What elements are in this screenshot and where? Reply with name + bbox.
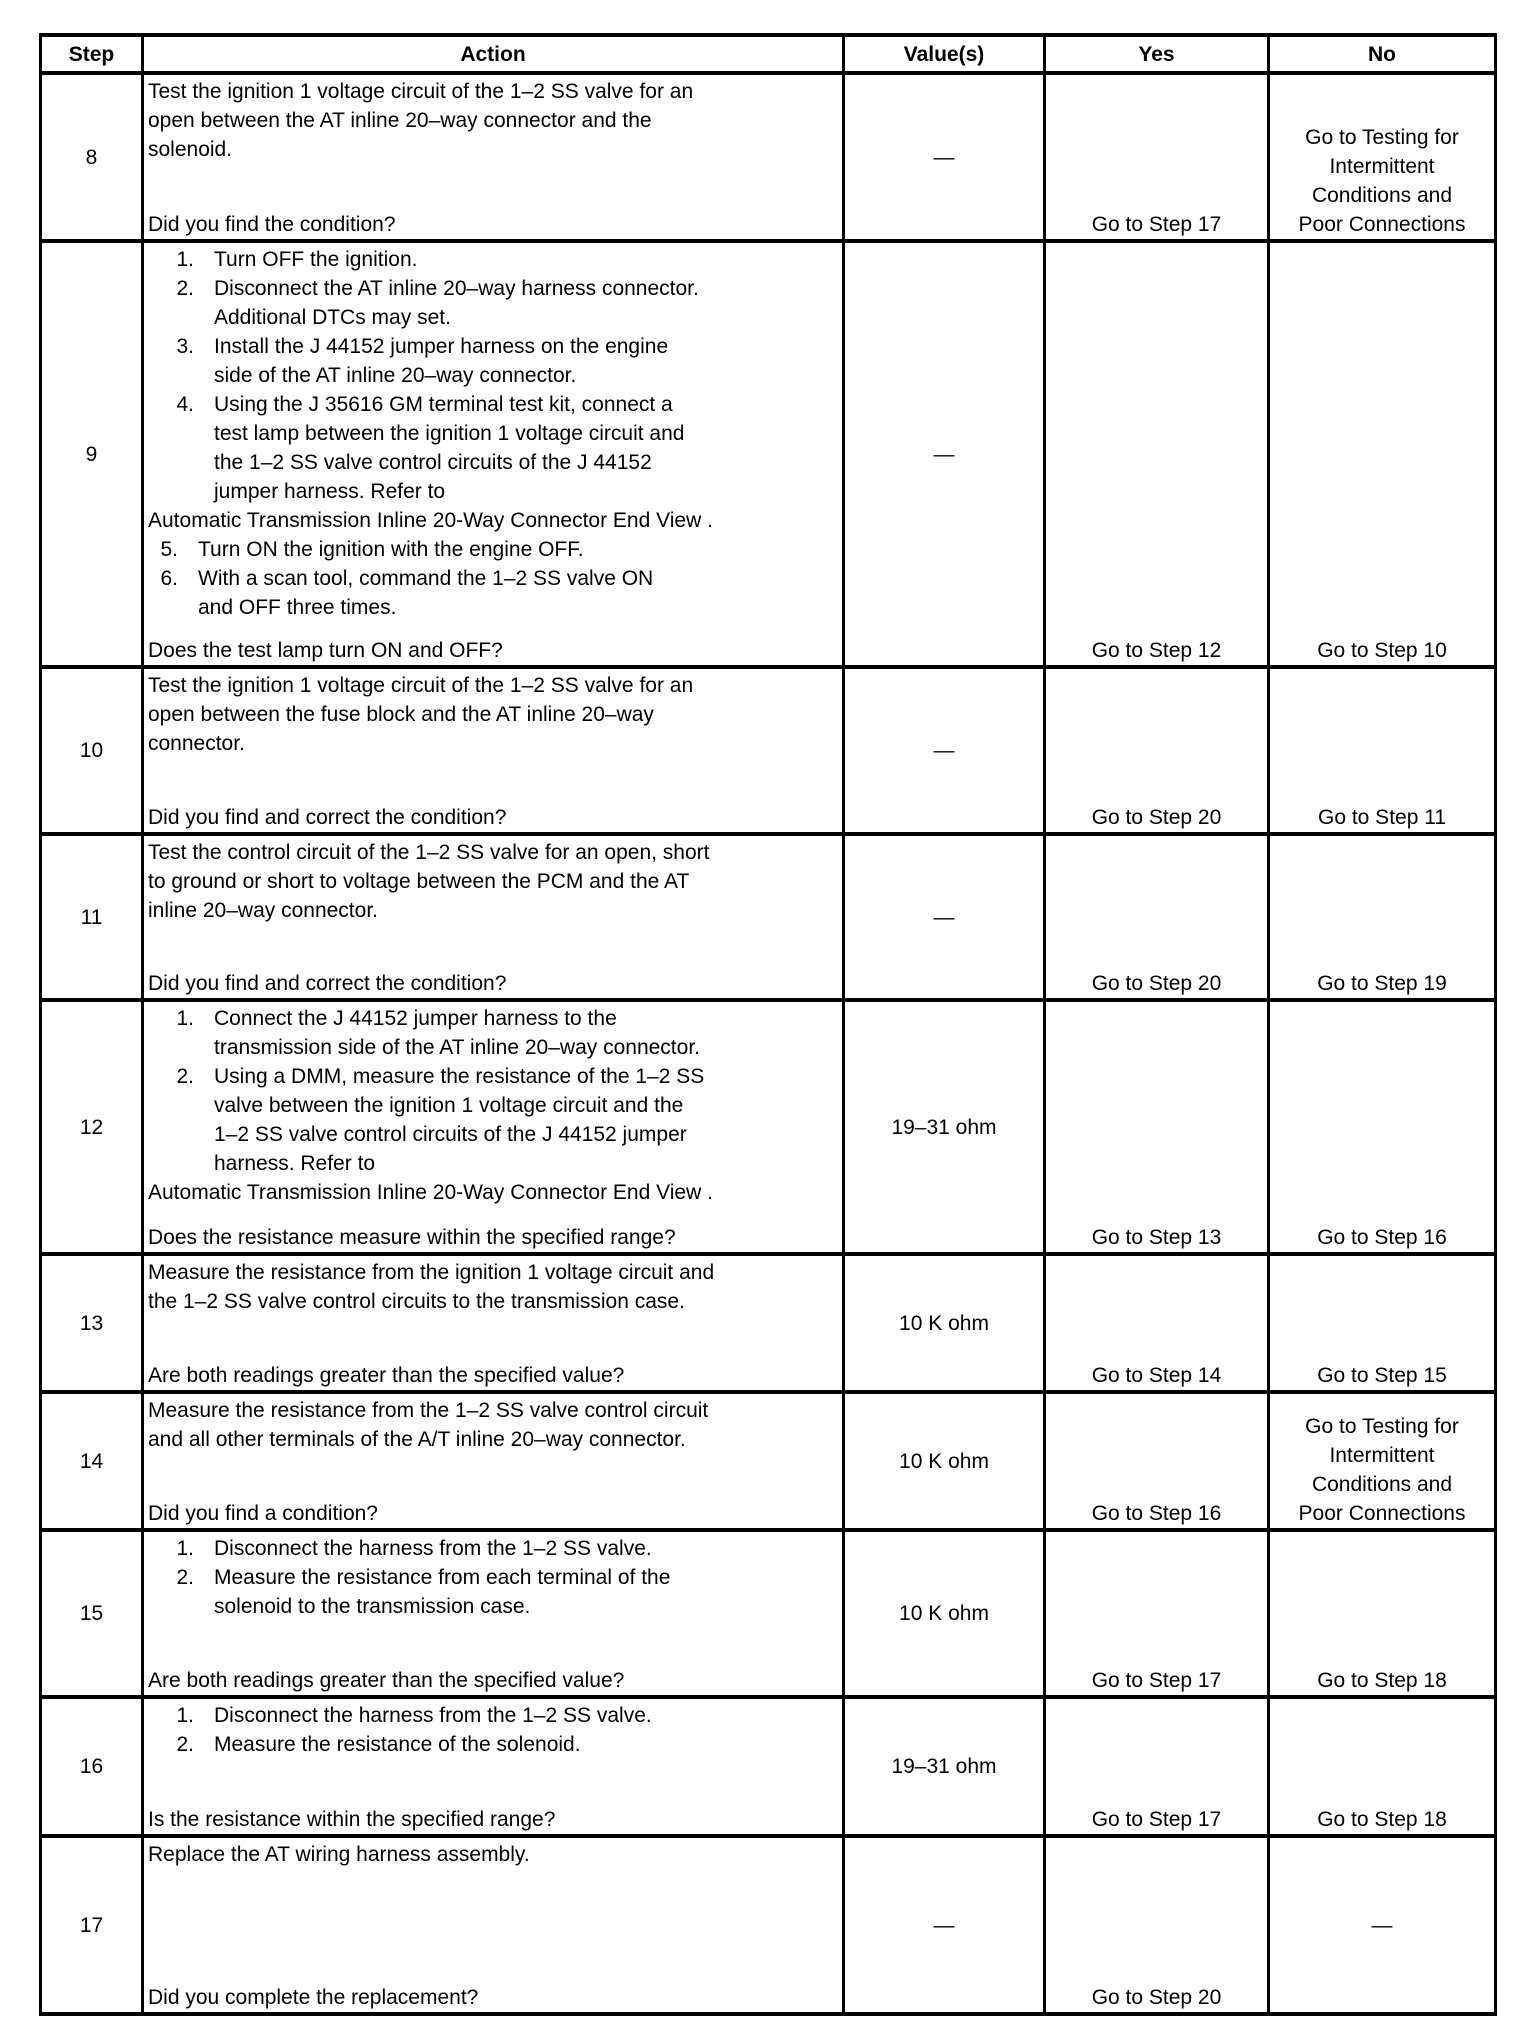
action-text-line: solenoid. bbox=[148, 138, 233, 161]
list-text: jumper harness. Refer to bbox=[214, 480, 446, 503]
action-content bbox=[144, 1699, 842, 1834]
list-text: the 1–2 SS valve control circuits of the J 44152 bbox=[214, 451, 652, 474]
action-question: Did you find and correct the condition? bbox=[148, 972, 507, 995]
yes-cell bbox=[1045, 834, 1269, 1000]
table-row bbox=[41, 1000, 1496, 1254]
action-text-line: inline 20–way connector. bbox=[148, 899, 378, 922]
list-text: Using the J 35616 GM terminal test kit, connect a bbox=[214, 393, 673, 416]
no-result bbox=[1270, 1532, 1494, 1695]
step-number: 14 bbox=[41, 1392, 143, 1530]
no-result bbox=[1270, 1699, 1494, 1834]
list-number: 1. bbox=[176, 1537, 194, 1560]
list-number bbox=[148, 361, 214, 390]
action-content bbox=[144, 836, 842, 998]
list-number bbox=[148, 1149, 214, 1178]
yes-goto-link[interactable]: Go to Step 12 bbox=[1091, 639, 1222, 662]
list-text: and OFF three times. bbox=[198, 596, 397, 619]
action-cell bbox=[143, 1530, 844, 1697]
list-number: 2. bbox=[176, 1566, 194, 1589]
value-cell: 19–31 ohm bbox=[844, 1697, 1045, 1836]
action-list-item bbox=[148, 1149, 838, 1178]
list-text: test lamp between the ignition 1 voltage circuit and bbox=[214, 422, 685, 445]
list-number bbox=[148, 1120, 214, 1149]
no-cell bbox=[1269, 1254, 1496, 1392]
no-cell bbox=[1269, 1530, 1496, 1697]
no-cell bbox=[1269, 1392, 1496, 1530]
no-result bbox=[1270, 1002, 1494, 1252]
no-goto-link[interactable]: Go to Step 11 bbox=[1317, 806, 1447, 829]
yes-cell bbox=[1045, 73, 1269, 241]
reference-link[interactable]: Automatic Transmission Inline 20-Way Connector End View . bbox=[148, 1181, 713, 1204]
table-row bbox=[41, 1836, 1496, 2014]
table-row bbox=[41, 1254, 1496, 1392]
list-number bbox=[148, 477, 214, 506]
action-list-item bbox=[148, 564, 838, 593]
step-number: 9 bbox=[41, 241, 143, 667]
no-result bbox=[1270, 1394, 1494, 1528]
action-question: Does the test lamp turn ON and OFF? bbox=[148, 639, 503, 662]
table-row bbox=[41, 241, 1496, 667]
no-result bbox=[1270, 669, 1494, 832]
yes-result bbox=[1046, 1532, 1267, 1695]
action-text-line: open between the AT inline 20–way connector and the bbox=[148, 109, 652, 132]
list-number: 2. bbox=[176, 1065, 194, 1088]
action-content bbox=[144, 75, 842, 239]
yes-result bbox=[1046, 836, 1267, 998]
list-number: 1. bbox=[176, 1007, 194, 1030]
step-number: 17 bbox=[41, 1836, 143, 2014]
action-list-item bbox=[148, 535, 838, 564]
action-text-line: connector. bbox=[148, 732, 245, 755]
action-list-item bbox=[148, 1701, 838, 1730]
table-row bbox=[41, 1697, 1496, 1836]
table-row bbox=[41, 1530, 1496, 1697]
list-number: 6. bbox=[160, 567, 178, 590]
list-number bbox=[148, 419, 214, 448]
action-cell bbox=[143, 1697, 844, 1836]
yes-goto-link[interactable]: Go to Step 16 bbox=[1091, 1502, 1222, 1525]
list-number bbox=[148, 448, 214, 477]
yes-cell bbox=[1045, 241, 1269, 667]
action-text-line: Test the control circuit of the 1–2 SS valve for an open, short bbox=[148, 841, 710, 864]
action-list-item bbox=[148, 448, 838, 477]
list-number: 3. bbox=[176, 335, 194, 358]
no-cell bbox=[1269, 834, 1496, 1000]
action-question: Are both readings greater than the specified value? bbox=[148, 1669, 625, 1692]
action-list-item bbox=[148, 274, 838, 303]
list-text: Turn OFF the ignition. bbox=[214, 248, 418, 271]
list-number bbox=[148, 303, 214, 332]
yes-result bbox=[1046, 1002, 1267, 1252]
no-goto-link[interactable]: Go to Testing for bbox=[1305, 1415, 1459, 1438]
no-result bbox=[1270, 75, 1494, 239]
value-cell: 10 K ohm bbox=[844, 1392, 1045, 1530]
yes-result bbox=[1046, 669, 1267, 832]
no-text: Poor Connections bbox=[1298, 1502, 1466, 1525]
value-cell: — bbox=[844, 73, 1045, 241]
step-number: 15 bbox=[41, 1530, 143, 1697]
list-number bbox=[148, 593, 198, 622]
action-instructions bbox=[148, 77, 838, 164]
no-goto-link[interactable]: Go to Step 18 bbox=[1317, 1808, 1447, 1831]
list-text: Install the J 44152 jumper harness on the engine bbox=[214, 335, 669, 358]
action-text-line: Measure the resistance from the ignition 1 voltage circuit and bbox=[148, 1261, 715, 1284]
yes-result bbox=[1046, 243, 1267, 665]
no-result bbox=[1270, 1256, 1494, 1390]
action-question: Did you complete the replacement? bbox=[148, 1986, 479, 2009]
action-list-item bbox=[148, 1120, 838, 1149]
action-list-item bbox=[148, 1004, 838, 1033]
list-text: solenoid to the transmission case. bbox=[214, 1595, 531, 1618]
no-text: Conditions and bbox=[1311, 184, 1453, 207]
yes-goto-link[interactable]: Go to Step 17 bbox=[1091, 1808, 1222, 1831]
no-goto-link[interactable]: Go to Step 16 bbox=[1317, 1226, 1447, 1249]
action-list-item bbox=[148, 477, 838, 506]
header-row bbox=[41, 35, 1496, 73]
action-list-item bbox=[148, 419, 838, 448]
list-number bbox=[148, 1033, 214, 1062]
list-text: Using a DMM, measure the resistance of the 1–2 SS bbox=[214, 1065, 705, 1088]
no-cell bbox=[1269, 667, 1496, 834]
yes-goto-link[interactable]: Go to Step 20 bbox=[1091, 1986, 1222, 2009]
action-text-line: Replace the AT wiring harness assembly. bbox=[148, 1843, 530, 1866]
step-number: 10 bbox=[41, 667, 143, 834]
action-list-item bbox=[148, 303, 838, 332]
yes-goto-link[interactable]: Go to Step 13 bbox=[1091, 1226, 1222, 1249]
action-list-item bbox=[148, 593, 838, 622]
value-cell: — bbox=[844, 667, 1045, 834]
list-text: With a scan tool, command the 1–2 SS valve ON bbox=[198, 567, 654, 590]
no-goto-link[interactable]: Go to Step 15 bbox=[1317, 1364, 1447, 1387]
header-action: Action bbox=[143, 35, 844, 73]
action-list-item bbox=[148, 361, 838, 390]
action-content bbox=[144, 1532, 842, 1695]
list-text: Measure the resistance from each terminal of the bbox=[214, 1566, 671, 1589]
list-number: 1. bbox=[176, 248, 194, 271]
list-text: Additional DTCs may set. bbox=[214, 306, 451, 329]
value-cell: — bbox=[844, 241, 1045, 667]
value-cell: 10 K ohm bbox=[844, 1254, 1045, 1392]
value-cell: 19–31 ohm bbox=[844, 1000, 1045, 1254]
value-cell: 10 K ohm bbox=[844, 1530, 1045, 1697]
action-list-item bbox=[148, 1033, 838, 1062]
action-list-item bbox=[148, 245, 838, 274]
action-text-line: the 1–2 SS valve control circuits to the transmission case. bbox=[148, 1290, 685, 1313]
action-content bbox=[144, 1256, 842, 1390]
step-number: 11 bbox=[41, 834, 143, 1000]
step-number: 13 bbox=[41, 1254, 143, 1392]
no-cell bbox=[1269, 1697, 1496, 1836]
action-list-item bbox=[148, 390, 838, 419]
list-text: harness. Refer to bbox=[214, 1152, 376, 1175]
list-number: 1. bbox=[176, 1704, 194, 1727]
action-instructions bbox=[148, 1004, 838, 1207]
yes-result bbox=[1046, 1256, 1267, 1390]
action-instructions bbox=[148, 1534, 838, 1621]
action-question: Are both readings greater than the specified value? bbox=[148, 1364, 625, 1387]
no-result bbox=[1270, 836, 1494, 998]
action-list-item bbox=[148, 332, 838, 361]
action-cell bbox=[143, 1000, 844, 1254]
no-goto-link[interactable]: Go to Step 19 bbox=[1317, 972, 1447, 995]
action-content bbox=[144, 1838, 842, 2012]
action-question: Did you find and correct the condition? bbox=[148, 806, 507, 829]
no-goto-link[interactable]: Go to Step 10 bbox=[1317, 639, 1447, 662]
yes-goto-link[interactable]: Go to Step 20 bbox=[1091, 806, 1222, 829]
list-number: 2. bbox=[176, 277, 194, 300]
action-text-line: open between the fuse block and the AT inline 20–way bbox=[148, 703, 654, 726]
action-text-line: Test the ignition 1 voltage circuit of the 1–2 SS valve for an bbox=[148, 674, 694, 697]
list-number bbox=[148, 1091, 214, 1120]
yes-cell bbox=[1045, 1836, 1269, 2014]
action-cell bbox=[143, 834, 844, 1000]
list-text: Disconnect the harness from the 1–2 SS valve. bbox=[214, 1704, 652, 1727]
yes-result bbox=[1046, 75, 1267, 239]
value-cell: — bbox=[844, 1836, 1045, 2014]
list-text: Connect the J 44152 jumper harness to the bbox=[214, 1007, 617, 1030]
step-number: 8 bbox=[41, 73, 143, 241]
action-list-item bbox=[148, 1534, 838, 1563]
action-question: Is the resistance within the specified range? bbox=[148, 1808, 556, 1831]
action-instructions bbox=[148, 1396, 838, 1454]
header-yes: Yes bbox=[1045, 35, 1269, 73]
action-content bbox=[144, 1394, 842, 1528]
list-text: Disconnect the harness from the 1–2 SS valve. bbox=[214, 1537, 652, 1560]
list-text: Measure the resistance of the solenoid. bbox=[214, 1733, 581, 1756]
action-content bbox=[144, 669, 842, 832]
step-number: 12 bbox=[41, 1000, 143, 1254]
no-cell bbox=[1269, 73, 1496, 241]
yes-result bbox=[1046, 1699, 1267, 1834]
no-goto-link[interactable]: Go to Testing for bbox=[1305, 126, 1459, 149]
header-values: Value(s) bbox=[844, 35, 1045, 73]
action-list-item bbox=[148, 1563, 838, 1592]
list-number: 4. bbox=[176, 393, 194, 416]
action-instructions bbox=[148, 838, 838, 925]
action-list-item bbox=[148, 1592, 838, 1621]
yes-cell bbox=[1045, 1392, 1269, 1530]
list-number: 2. bbox=[176, 1733, 194, 1756]
action-instructions bbox=[148, 1840, 838, 1869]
yes-cell bbox=[1045, 1697, 1269, 1836]
no-result bbox=[1270, 243, 1494, 665]
diagnostic-table bbox=[39, 33, 1497, 2016]
list-text: 1–2 SS valve control circuits of the J 44152 jumper bbox=[214, 1123, 687, 1146]
yes-goto-link[interactable]: Go to Step 17 bbox=[1091, 1669, 1222, 1692]
yes-result bbox=[1046, 1838, 1267, 2012]
action-cell bbox=[143, 1254, 844, 1392]
action-list-item bbox=[148, 1091, 838, 1120]
yes-cell bbox=[1045, 1254, 1269, 1392]
action-cell bbox=[143, 667, 844, 834]
action-list-item bbox=[148, 1730, 838, 1759]
no-text: Intermittent bbox=[1329, 1444, 1435, 1467]
no-cell bbox=[1269, 1000, 1496, 1254]
action-cell bbox=[143, 241, 844, 667]
list-text: Turn ON the ignition with the engine OFF. bbox=[198, 538, 584, 561]
value-cell: — bbox=[844, 834, 1045, 1000]
action-question: Did you find a condition? bbox=[148, 1502, 378, 1525]
action-text-line: to ground or short to voltage between the PCM and the AT bbox=[148, 870, 690, 893]
table-row bbox=[41, 667, 1496, 834]
yes-result bbox=[1046, 1394, 1267, 1528]
yes-cell bbox=[1045, 667, 1269, 834]
list-text: transmission side of the AT inline 20–way connector. bbox=[214, 1036, 700, 1059]
yes-cell bbox=[1045, 1530, 1269, 1697]
action-instructions bbox=[148, 671, 838, 758]
no-text: — bbox=[1371, 1913, 1393, 1937]
table-row bbox=[41, 73, 1496, 241]
action-question: Does the resistance measure within the specified range? bbox=[148, 1226, 676, 1249]
no-result bbox=[1270, 1838, 1494, 2012]
action-instructions bbox=[148, 1258, 838, 1316]
reference-link[interactable]: Automatic Transmission Inline 20-Way Connector End View . bbox=[148, 509, 713, 532]
list-number bbox=[148, 1592, 214, 1621]
action-cell bbox=[143, 1836, 844, 2014]
no-goto-link[interactable]: Go to Step 18 bbox=[1317, 1669, 1447, 1692]
no-text: Intermittent bbox=[1329, 155, 1435, 178]
table-row bbox=[41, 1392, 1496, 1530]
yes-goto-link[interactable]: Go to Step 20 bbox=[1091, 972, 1222, 995]
yes-cell bbox=[1045, 1000, 1269, 1254]
yes-goto-link[interactable]: Go to Step 14 bbox=[1091, 1364, 1222, 1387]
step-number: 16 bbox=[41, 1697, 143, 1836]
no-text: Conditions and bbox=[1311, 1473, 1453, 1496]
action-cell bbox=[143, 1392, 844, 1530]
action-list-item bbox=[148, 1062, 838, 1091]
action-text-line: and all other terminals of the A/T inline 20–way connector. bbox=[148, 1428, 686, 1451]
list-text: side of the AT inline 20–way connector. bbox=[214, 364, 577, 387]
no-cell bbox=[1269, 241, 1496, 667]
action-content bbox=[144, 243, 842, 665]
list-text: Disconnect the AT inline 20–way harness connector. bbox=[214, 277, 699, 300]
action-content bbox=[144, 1002, 842, 1252]
no-cell bbox=[1269, 1836, 1496, 2014]
action-question: Did you find the condition? bbox=[148, 213, 396, 236]
no-text: Poor Connections bbox=[1298, 213, 1466, 236]
header-step: Step bbox=[41, 35, 143, 73]
header-no: No bbox=[1269, 35, 1496, 73]
action-text-line: Measure the resistance from the 1–2 SS valve control circuit bbox=[148, 1399, 709, 1422]
action-instructions bbox=[148, 245, 838, 622]
action-text-line: Test the ignition 1 voltage circuit of the 1–2 SS valve for an bbox=[148, 80, 694, 103]
yes-goto-link[interactable]: Go to Step 17 bbox=[1091, 213, 1222, 236]
action-cell bbox=[143, 73, 844, 241]
list-number: 5. bbox=[160, 538, 178, 561]
table-row bbox=[41, 834, 1496, 1000]
list-text: valve between the ignition 1 voltage circuit and the bbox=[214, 1094, 684, 1117]
action-instructions bbox=[148, 1701, 838, 1759]
